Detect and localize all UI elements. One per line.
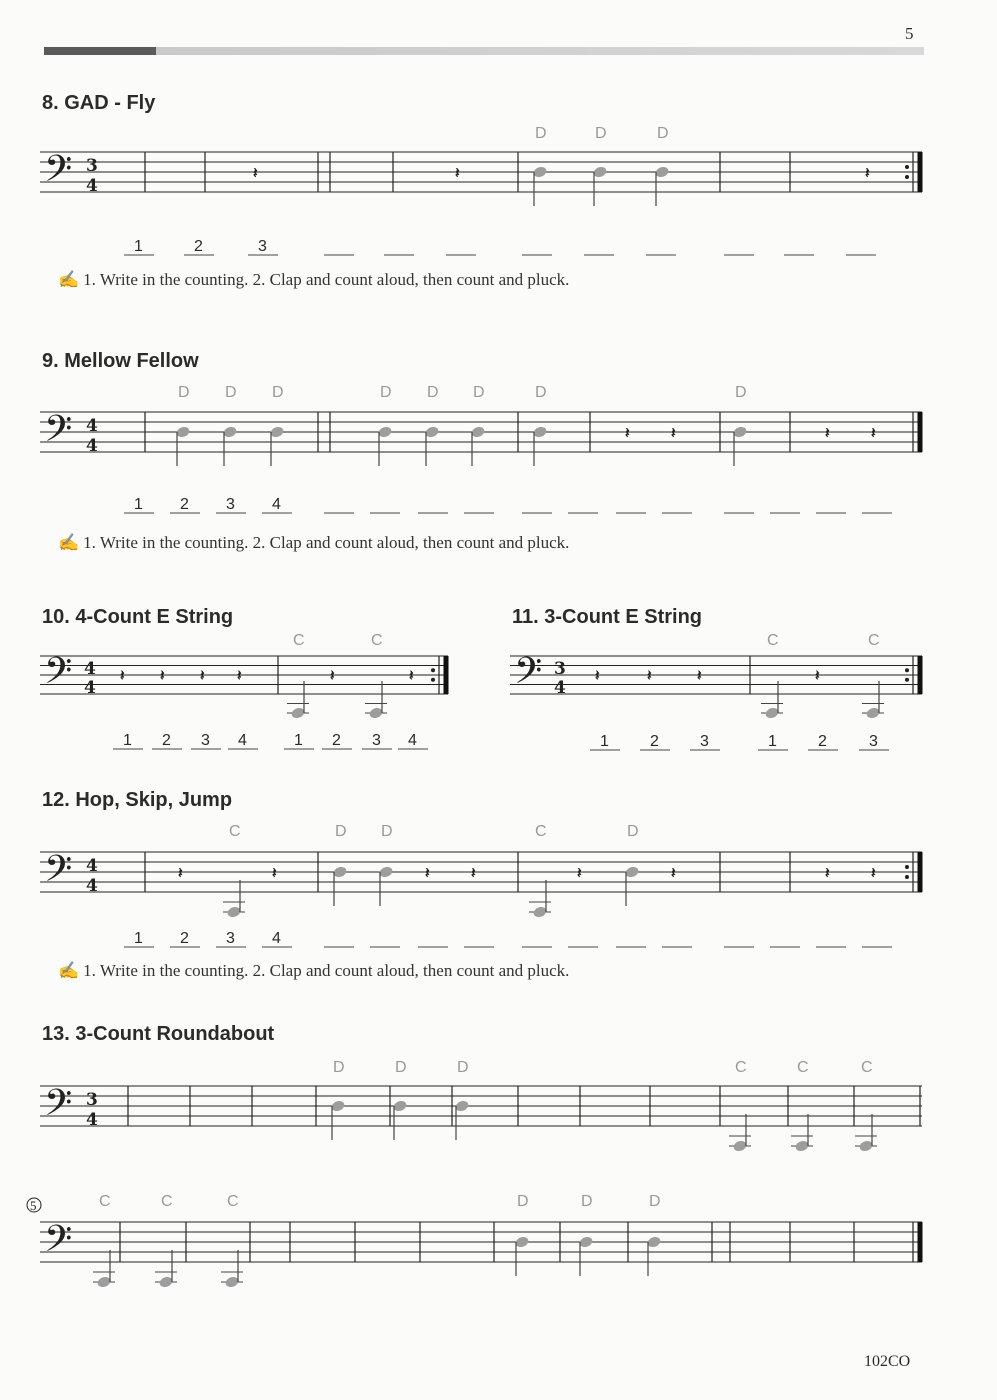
quarter-rest: 𝄽 <box>272 864 277 882</box>
quarter-rest: 𝄽 <box>471 864 476 882</box>
quarter-rest: 𝄽 <box>577 864 582 882</box>
bass-clef: 𝄢 <box>44 1082 73 1133</box>
count-number: 4 <box>408 732 417 749</box>
time-signature-bottom: 4 <box>86 436 98 456</box>
repeat-dot <box>905 165 909 169</box>
pencil-icon: ✍ <box>58 533 80 552</box>
note-name-label: C <box>161 1193 173 1210</box>
note-name-label: D <box>627 823 639 840</box>
quarter-rest: 𝄽 <box>237 666 242 685</box>
quarter-rest: 𝄽 <box>253 164 258 182</box>
note-name-label: D <box>272 384 284 401</box>
quarter-rest: 𝄽 <box>409 666 414 685</box>
pencil-icon: ✍ <box>58 961 80 980</box>
page-code: 102CO <box>864 1353 911 1370</box>
note-name-label: C <box>735 1059 747 1076</box>
count-number: 2 <box>332 732 341 749</box>
note-name-label: C <box>371 632 383 649</box>
note-name-label: C <box>767 632 779 649</box>
bass-clef: 𝄢 <box>514 650 543 702</box>
quarter-rest: 𝄽 <box>625 424 630 442</box>
time-signature-top: 3 <box>86 156 98 176</box>
count-number: 3 <box>869 733 878 750</box>
note-name-label: D <box>225 384 237 401</box>
repeat-dot <box>431 678 435 682</box>
instruction-line: ✍ 1. Write in the counting. 2. Clap and count aloud, then count and pluck. <box>58 533 570 552</box>
count-number: 2 <box>194 238 203 255</box>
quarter-rest: 𝄽 <box>330 666 335 685</box>
count-number: 4 <box>238 732 247 749</box>
quarter-rest: 𝄽 <box>647 666 652 685</box>
exercise-title: 12. Hop, Skip, Jump <box>42 789 233 811</box>
note-name-label: D <box>657 125 669 142</box>
count-number: 3 <box>201 732 210 749</box>
repeat-dot <box>905 678 909 682</box>
count-number: 3 <box>226 930 235 947</box>
count-number: 1 <box>294 732 303 749</box>
note-name-label: D <box>427 384 439 401</box>
quarter-rest: 𝄽 <box>178 864 183 882</box>
note-name-label: D <box>517 1193 529 1210</box>
time-signature-bottom: 4 <box>86 1110 98 1130</box>
exercise-title: 8. GAD - Fly <box>42 92 156 114</box>
quarter-rest: 𝄽 <box>425 864 430 882</box>
count-number: 4 <box>272 496 281 513</box>
instruction-line: ✍ 1. Write in the counting. 2. Clap and count aloud, then count and pluck. <box>58 961 570 980</box>
note-name-label: C <box>868 632 880 649</box>
note-name-label: D <box>333 1059 345 1076</box>
quarter-rest: 𝄽 <box>825 864 830 882</box>
bass-clef: 𝄢 <box>44 1218 73 1269</box>
time-signature-bottom: 4 <box>554 678 566 699</box>
count-number: 1 <box>134 496 143 513</box>
note-name-label: C <box>227 1193 239 1210</box>
count-number: 1 <box>134 930 143 947</box>
pencil-icon: ✍ <box>58 270 80 289</box>
count-number: 3 <box>372 732 381 749</box>
note-name-label: C <box>293 632 305 649</box>
repeat-dot <box>905 865 909 869</box>
quarter-rest: 𝄽 <box>120 666 125 685</box>
quarter-rest: 𝄽 <box>871 424 876 442</box>
note-name-label: D <box>535 125 547 142</box>
count-number: 2 <box>180 930 189 947</box>
quarter-rest: 𝄽 <box>200 666 205 685</box>
exercise-title: 11. 3-Count E String <box>512 606 703 628</box>
quarter-rest: 𝄽 <box>455 164 460 182</box>
note-name-label: D <box>381 823 393 840</box>
note-name-label: D <box>595 125 607 142</box>
note-name-label: C <box>861 1059 873 1076</box>
exercise-title: 9. Mellow Fellow <box>42 350 199 372</box>
bass-clef: 𝄢 <box>44 148 73 199</box>
note-name-label: C <box>229 823 241 840</box>
count-number: 4 <box>272 930 281 947</box>
page-number: 5 <box>905 24 914 43</box>
count-number: 2 <box>162 732 171 749</box>
note-name-label: D <box>335 823 347 840</box>
note-name-label: C <box>797 1059 809 1076</box>
note-name-label: D <box>395 1059 407 1076</box>
note-name-label: C <box>99 1193 111 1210</box>
note-name-label: D <box>178 384 190 401</box>
count-number: 2 <box>650 733 659 750</box>
time-signature-top: 4 <box>86 856 98 876</box>
bass-clef: 𝄢 <box>44 408 73 459</box>
quarter-rest: 𝄽 <box>160 666 165 685</box>
time-signature-top: 4 <box>86 416 98 436</box>
count-number: 2 <box>180 496 189 513</box>
note-name-label: D <box>457 1059 469 1076</box>
bass-clef: 𝄢 <box>44 848 73 899</box>
time-signature-bottom: 4 <box>84 678 96 699</box>
count-number: 1 <box>768 733 777 750</box>
instruction-line: ✍ 1. Write in the counting. 2. Clap and count aloud, then count and pluck. <box>58 270 570 289</box>
note-name-label: D <box>380 384 392 401</box>
quarter-rest: 𝄽 <box>697 666 702 685</box>
count-number: 1 <box>600 733 609 750</box>
time-signature-top: 4 <box>84 659 96 680</box>
note-name-label: D <box>735 384 747 401</box>
quarter-rest: 𝄽 <box>815 666 820 685</box>
count-number: 1 <box>134 238 143 255</box>
repeat-dot <box>431 668 435 672</box>
note-name-label: D <box>535 384 547 401</box>
note-name-label: D <box>473 384 485 401</box>
note-name-label: C <box>535 823 547 840</box>
count-number: 3 <box>700 733 709 750</box>
quarter-rest: 𝄽 <box>865 164 870 182</box>
note-name-label: D <box>581 1193 593 1210</box>
repeat-dot <box>905 668 909 672</box>
time-signature-bottom: 4 <box>86 876 98 896</box>
note-name-label: D <box>649 1193 661 1210</box>
quarter-rest: 𝄽 <box>595 666 600 685</box>
exercise-title: 10. 4-Count E String <box>42 606 234 628</box>
count-number: 2 <box>818 733 827 750</box>
time-signature-top: 3 <box>86 1090 98 1110</box>
measure-number: 5 <box>30 1198 37 1213</box>
count-number: 3 <box>258 238 267 255</box>
quarter-rest: 𝄽 <box>825 424 830 442</box>
repeat-dot <box>905 875 909 879</box>
quarter-rest: 𝄽 <box>871 864 876 882</box>
time-signature-top: 3 <box>554 659 566 680</box>
bass-clef: 𝄢 <box>44 650 73 702</box>
quarter-rest: 𝄽 <box>671 424 676 442</box>
time-signature-bottom: 4 <box>86 176 98 196</box>
count-number: 1 <box>123 732 132 749</box>
count-number: 3 <box>226 496 235 513</box>
exercise-title: 13. 3-Count Roundabout <box>42 1023 275 1045</box>
quarter-rest: 𝄽 <box>671 864 676 882</box>
repeat-dot <box>905 175 909 179</box>
